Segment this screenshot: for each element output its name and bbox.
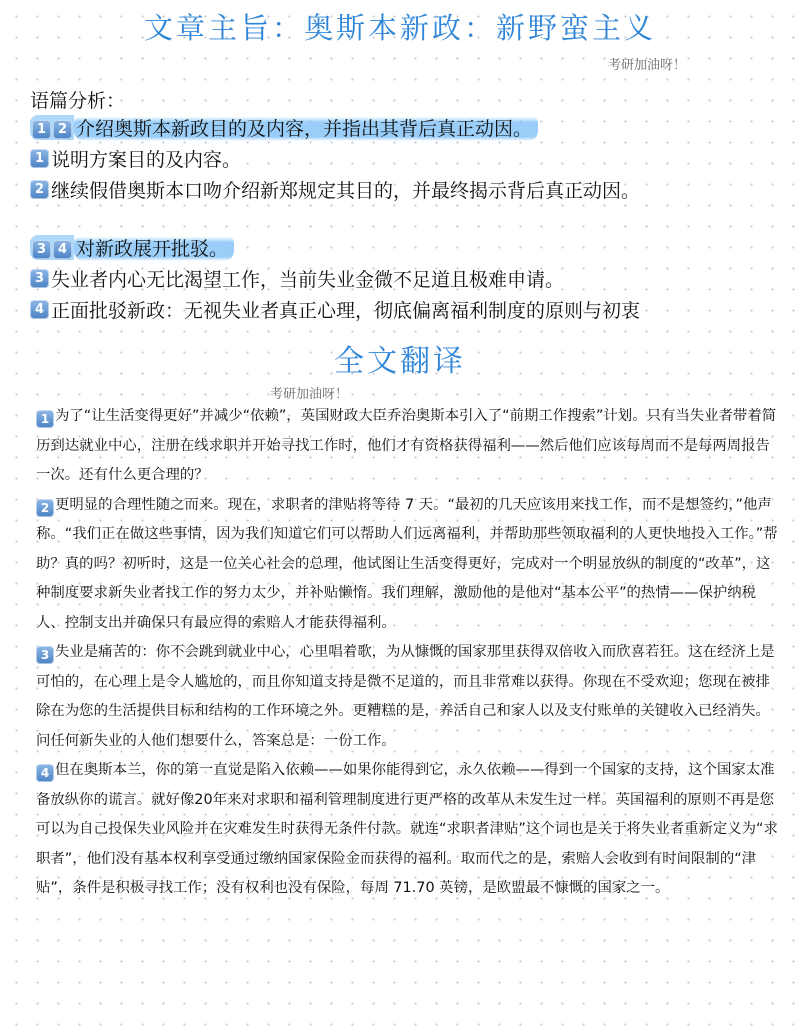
translation-heading: 全文翻译 bbox=[334, 344, 466, 379]
paragraph-text: 更明显的合理性随之而来。现在，求职者的津贴将等待 7 天。“最初的几天应该用来找工作，而不是想签约，”他声称。“我们正在做这些事情，因为我们知道它们可以帮助人们远离福利，并帮助那些领取福利的人更快地投入工作。”帮助？真的吗？初听时，这是一位关心社会的总理，他试图让生活变得更好，完成对一个明显放纵的制度的“改革”，这种制度要求新失业者找工作的努力太少，并补贴懒惰。我们理解，激励他的是他对“基本公平”的热情——保护纳税人、控制支出并确保只有最应得的索赔人才能获得福利。 bbox=[36, 496, 778, 631]
watermark: 考研加油呀！ bbox=[270, 387, 349, 402]
number-badge-icon: 1 bbox=[32, 120, 51, 139]
badge-group bbox=[30, 115, 74, 140]
article-title: 文章主旨：奥斯本新政：新野蛮主义 bbox=[143, 11, 656, 45]
translation-paragraph bbox=[36, 402, 778, 491]
paragraph-text: 为了“让生活变得更好”并减少“依赖”，英国财政大臣乔治奥斯本引入了“前期工作搜索”计划。只有当失业者带着简历到达就业中心，注册在线求职并开始寻找工作时，他们才有资格获得福利——然后他们应该每周而不是每两周报告一次。还有什么更合理的？ bbox=[36, 408, 777, 483]
number-badge-icon: 3 bbox=[30, 269, 49, 288]
analysis-line bbox=[30, 176, 640, 203]
number-badge-icon: 2 bbox=[36, 499, 54, 517]
paragraph-text: 失业是痛苦的：你不会跳到就业中心，心里唱着歌，为从慷慨的国家那里获得双倍收入而欣喜若狂。这在经济上是可怕的，在心理上是令人尴尬的，而且你知道支持是微不足道的，而且非常难以获得。你现在不受欢迎；您现在被排除在为您的生活提供目标和结构的工作环境之外。更糟糕的是，养活自己和家人以及支付账单的关键收入已经消失。问任何新失业的人他们想要什么，答案总是：一份工作。 bbox=[36, 644, 775, 749]
analysis-line bbox=[30, 145, 241, 172]
analysis-line-text: 对新政展开批驳。 bbox=[74, 234, 234, 261]
number-badge-icon: 4 bbox=[53, 240, 72, 259]
number-badge-icon: 1 bbox=[36, 410, 54, 428]
number-badge-icon: 4 bbox=[30, 300, 49, 319]
watermark: 考研加油呀！ bbox=[608, 58, 687, 73]
translation-paragraph bbox=[36, 638, 778, 756]
analysis-line-text: 正面批驳新政：无视失业者真正心理，彻底偏离福利制度的原则与初衷 bbox=[51, 300, 641, 322]
analysis-line-text: 说明方案目的及内容。 bbox=[51, 149, 242, 171]
analysis-line-text: 失业者内心无比渴望工作，当前失业金微不足道且极难申请。 bbox=[51, 269, 565, 291]
translation-paragraph bbox=[36, 756, 778, 904]
number-badge-icon: 3 bbox=[32, 240, 51, 259]
badge-group bbox=[30, 235, 74, 260]
number-badge-icon: 4 bbox=[36, 764, 54, 782]
translation-paragraph bbox=[36, 491, 778, 639]
number-badge-icon: 1 bbox=[30, 149, 49, 168]
paragraph-text: 但在奥斯本兰，你的第一直觉是陷入依赖——如果你能得到它，永久依赖——得到一个国家的支持，这个国家太准备放纵你的谎言。就好像20年来对求职和福利管理制度进行更严格的改革从未发生过一样。英国福利的原则不再是您可以为自己投保失业风险并在灾难发生时获得无条件付款。就连“求职者津贴”这个词也是关于将失业者重新定义为“求职者”，他们没有基本权利享受通过缴纳国家保险金而获得的福利。取而代之的是，索赔人会收到有时间限制的“津贴”，条件是积极寻找工作；没有权利也没有保险，每周 71.70 英镑，是欧盟最不慷慨的国家之一。 bbox=[36, 762, 778, 896]
analysis-line-text: 介绍奥斯本新政目的及内容，并指出其背后真正动因。 bbox=[74, 114, 538, 141]
analysis-line-text: 继续假借奥斯本口吻介绍新郑规定其目的，并最终揭示背后真正动因。 bbox=[51, 180, 641, 202]
analysis-line bbox=[30, 234, 234, 261]
analysis-line bbox=[30, 114, 538, 141]
analysis-line bbox=[30, 296, 640, 323]
analysis-line bbox=[30, 265, 564, 292]
number-badge-icon: 2 bbox=[53, 120, 72, 139]
number-badge-icon: 2 bbox=[30, 180, 49, 199]
translation-body bbox=[36, 402, 778, 904]
number-badge-icon: 3 bbox=[36, 646, 54, 664]
analysis-heading: 语篇分析： bbox=[30, 90, 126, 112]
